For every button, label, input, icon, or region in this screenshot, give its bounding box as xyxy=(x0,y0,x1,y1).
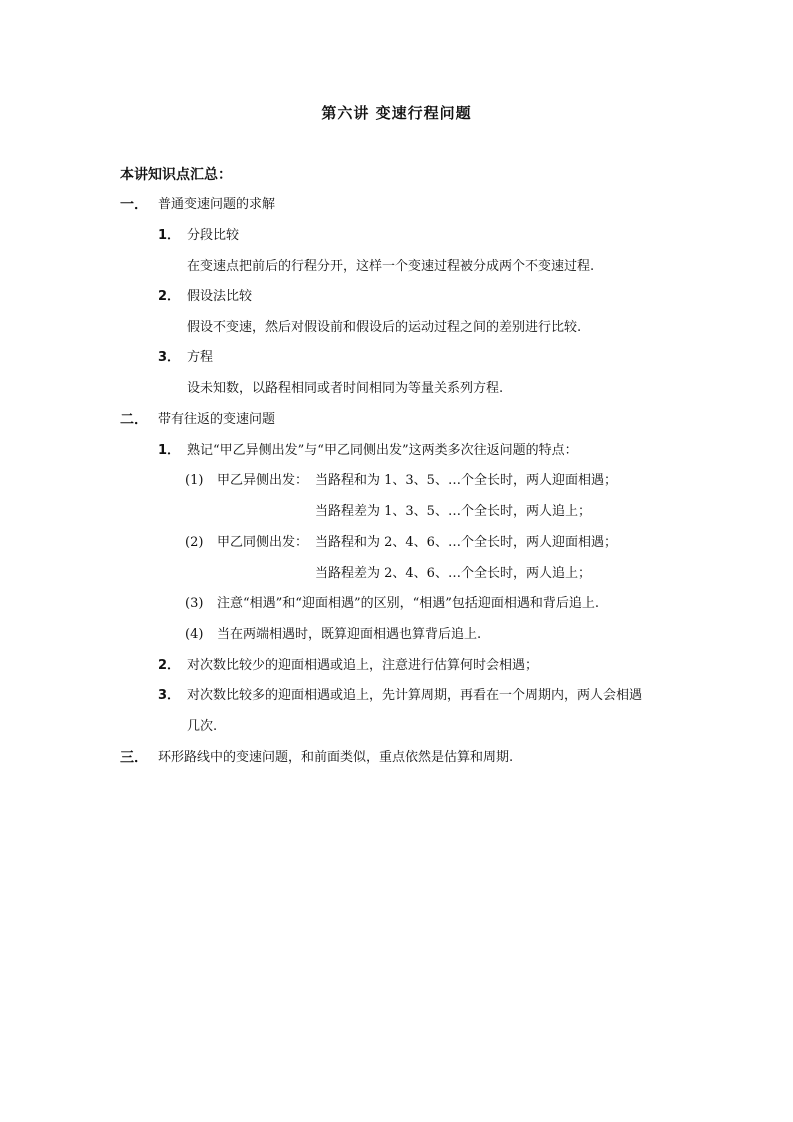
section-3-number: 三． xyxy=(120,750,148,766)
section-1-heading: 普通变速问题的求解 xyxy=(158,197,276,212)
section-1-item-1-heading: 分段比较 xyxy=(187,228,240,243)
section-2-item-3-line-1: 对次数比较多的迎面相遇或追上，先计算周期，再看在一个周期内，两人会相遇 xyxy=(187,688,643,703)
subitem-3-text: 注意“相遇”和“迎面相遇”的区别，“相遇”包括迎面相遇和背后追上. xyxy=(217,596,600,611)
subitem-1-number: (1) xyxy=(185,473,204,488)
subitem-1-line-2: 当路程差为 1、3、5、…个全长时，两人追上； xyxy=(315,504,591,519)
subitem-1-label: 甲乙异侧出发： xyxy=(217,473,309,488)
section-2-item-3-line-2: 几次. xyxy=(187,719,218,734)
subitem-2-label: 甲乙同侧出发： xyxy=(217,535,309,550)
section-1-item-3-heading: 方程 xyxy=(187,350,214,365)
section-2-item-1-text: 熟记“甲乙异侧出发”与“甲乙同侧出发”这两类多次往返问题的特点： xyxy=(187,443,578,458)
section-1-item-2-number: 2． xyxy=(158,289,181,304)
section-3-heading: 环形路线中的变速问题，和前面类似，重点依然是估算和周期. xyxy=(158,750,514,765)
section-1-item-2-text: 假设不变速，然后对假设前和假设后的运动过程之间的差别进行比较. xyxy=(187,320,582,335)
subitem-2-line-1: 当路程和为 2、4、6、…个全长时，两人迎面相遇； xyxy=(315,535,617,550)
subitem-3-number: (3) xyxy=(185,596,204,611)
subitem-4-text: 当在两端相遇时，既算迎面相遇也算背后追上. xyxy=(217,627,482,642)
section-1-item-2-heading: 假设法比较 xyxy=(187,289,253,304)
subitem-1-line-1: 当路程和为 1、3、5、…个全长时，两人迎面相遇； xyxy=(315,473,617,488)
section-2-item-1-number: 1． xyxy=(158,443,181,458)
subitem-2-number: (2) xyxy=(185,535,204,550)
subitem-4-number: (4) xyxy=(185,627,204,642)
summary-heading: 本讲知识点汇总： xyxy=(120,167,232,183)
section-2-heading: 带有往返的变速问题 xyxy=(158,412,276,427)
section-1-item-1-text: 在变速点把前后的行程分开，这样一个变速过程被分成两个不变速过程. xyxy=(187,259,595,274)
section-1-item-3-text: 设未知数，以路程相同或者时间相同为等量关系列方程. xyxy=(187,381,504,396)
section-2-item-2-number: 2． xyxy=(158,658,181,673)
subitem-2-line-2: 当路程差为 2、4、6、…个全长时，两人追上； xyxy=(315,566,591,581)
section-2-item-3-number: 3． xyxy=(158,688,181,703)
section-1-item-3-number: 3． xyxy=(158,350,181,365)
page-title: 第六讲 变速行程问题 xyxy=(321,104,472,122)
section-1-number: 一． xyxy=(120,197,148,213)
section-1-item-1-number: 1． xyxy=(158,228,181,243)
section-2-item-2-text: 对次数比较少的迎面相遇或追上，注意进行估算何时会相遇； xyxy=(187,658,539,673)
section-2-number: 二． xyxy=(120,412,148,428)
